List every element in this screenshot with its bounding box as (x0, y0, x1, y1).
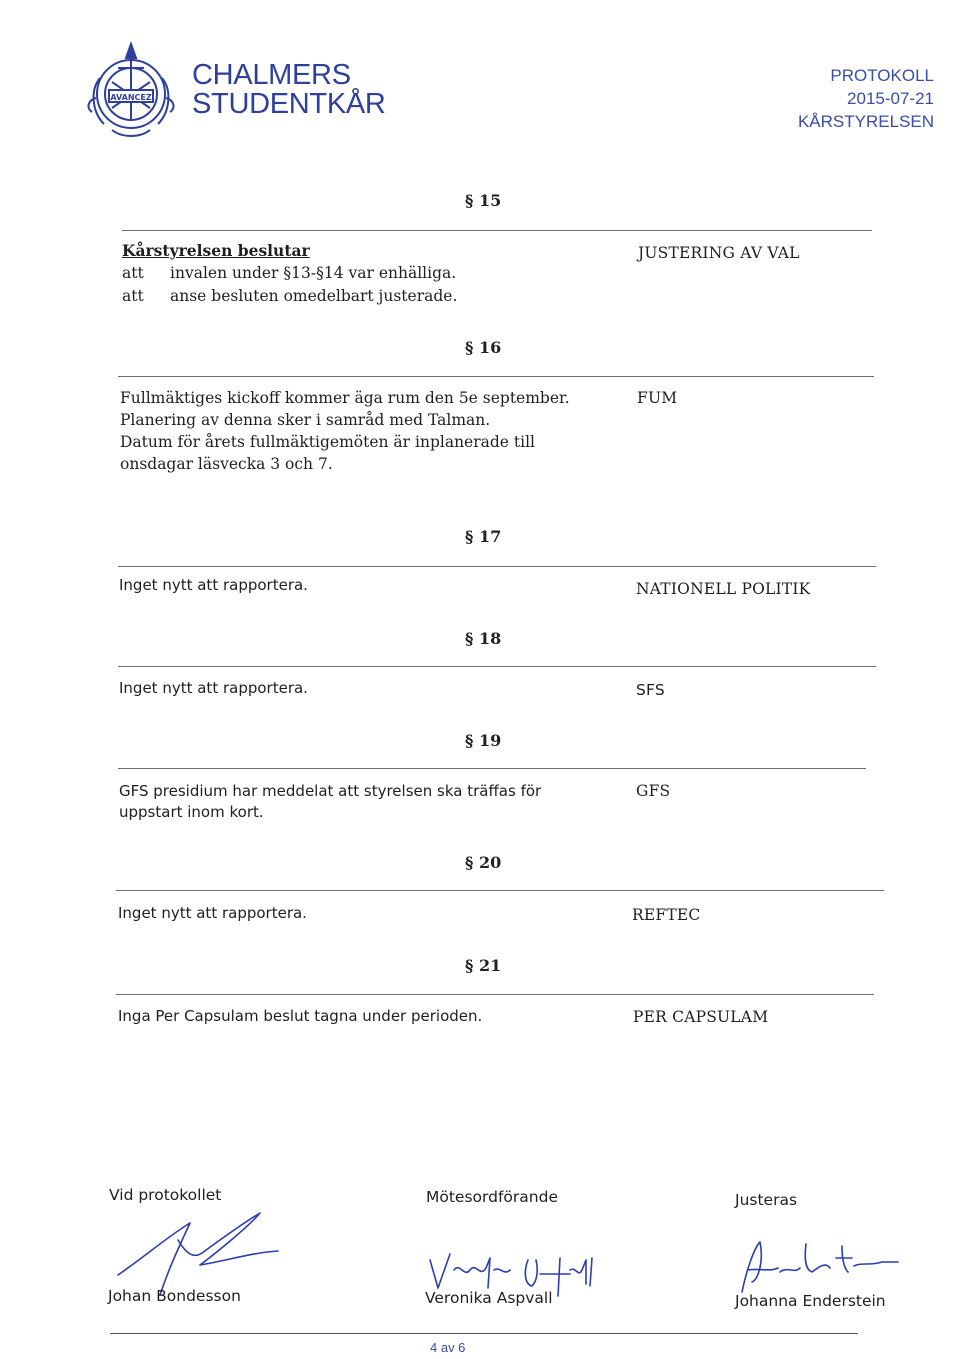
signature-role: Vid protokollet (109, 1186, 222, 1204)
section-topic: NATIONELL POLITIK (636, 580, 811, 598)
section-divider (118, 376, 874, 377)
doc-date: 2015-07-21 (847, 89, 934, 108)
signature-name: Veronika Aspvall (425, 1289, 553, 1307)
signature-image (730, 1232, 900, 1297)
org-name-line2: STUDENTKÅR (192, 88, 386, 120)
crest-motto: AVANCEZ (110, 93, 152, 102)
page-number: 4 av 6 (430, 1340, 466, 1355)
section-divider (118, 768, 866, 769)
section-text: Inga Per Capsulam beslut tagna under perioden. (118, 1007, 483, 1025)
section-number: § 20 (465, 853, 502, 872)
doc-body: KÅRSTYRELSEN (797, 112, 934, 131)
signature-name: Johanna Enderstein (735, 1292, 886, 1310)
section-divider (118, 566, 876, 567)
section-text: Datum för årets fullmäktigemöten är inplanerade till (120, 433, 535, 451)
section-divider (118, 666, 876, 667)
section-number: § 18 (465, 629, 502, 648)
section-text: Inget nytt att rapportera. (118, 904, 307, 922)
decision-text: invalen under §13-§14 var enhälliga. (170, 264, 457, 282)
section-divider (116, 890, 884, 891)
signature-role: Justeras (735, 1191, 798, 1209)
section-topic: PER CAPSULAM (633, 1008, 769, 1026)
section-topic: SFS (636, 681, 665, 699)
section-text: onsdagar läsvecka 3 och 7. (120, 455, 333, 473)
decision-prefix: att (122, 287, 144, 305)
org-crest-logo (82, 38, 180, 142)
org-name-line1: CHALMERS (192, 59, 351, 91)
section-number: § 15 (465, 191, 502, 210)
section-text: Inget nytt att rapportera. (119, 576, 308, 594)
section-text: GFS presidium har meddelat att styrelsen ska träffas för (119, 782, 542, 800)
section-topic: JUSTERING AV VAL (638, 244, 800, 262)
decision-text: anse besluten omedelbart justerade. (170, 287, 458, 305)
footer-divider (110, 1333, 858, 1334)
section-divider (122, 230, 872, 231)
section-text: Fullmäktiges kickoff kommer äga rum den 5e september. (120, 389, 570, 407)
section-topic: REFTEC (632, 906, 701, 924)
decision-prefix: att (122, 264, 144, 282)
section-number: § 17 (465, 527, 502, 546)
signature-role: Mötesordförande (426, 1188, 558, 1206)
signature-name: Johan Bondesson (108, 1287, 241, 1305)
section-text: Inget nytt att rapportera. (119, 679, 308, 697)
section-divider (116, 994, 874, 995)
signature-image (100, 1205, 280, 1300)
doc-type: PROTOKOLL (830, 66, 934, 85)
section-number: § 19 (465, 731, 502, 750)
section-number: § 21 (465, 956, 502, 975)
decision-heading: Kårstyrelsen beslutar (122, 241, 310, 260)
section-text: uppstart inom kort. (119, 803, 264, 821)
section-topic: GFS (636, 782, 671, 800)
section-topic: FUM (637, 389, 678, 407)
section-text: Planering av denna sker i samråd med Talman. (120, 411, 491, 429)
section-number: § 16 (465, 338, 502, 357)
